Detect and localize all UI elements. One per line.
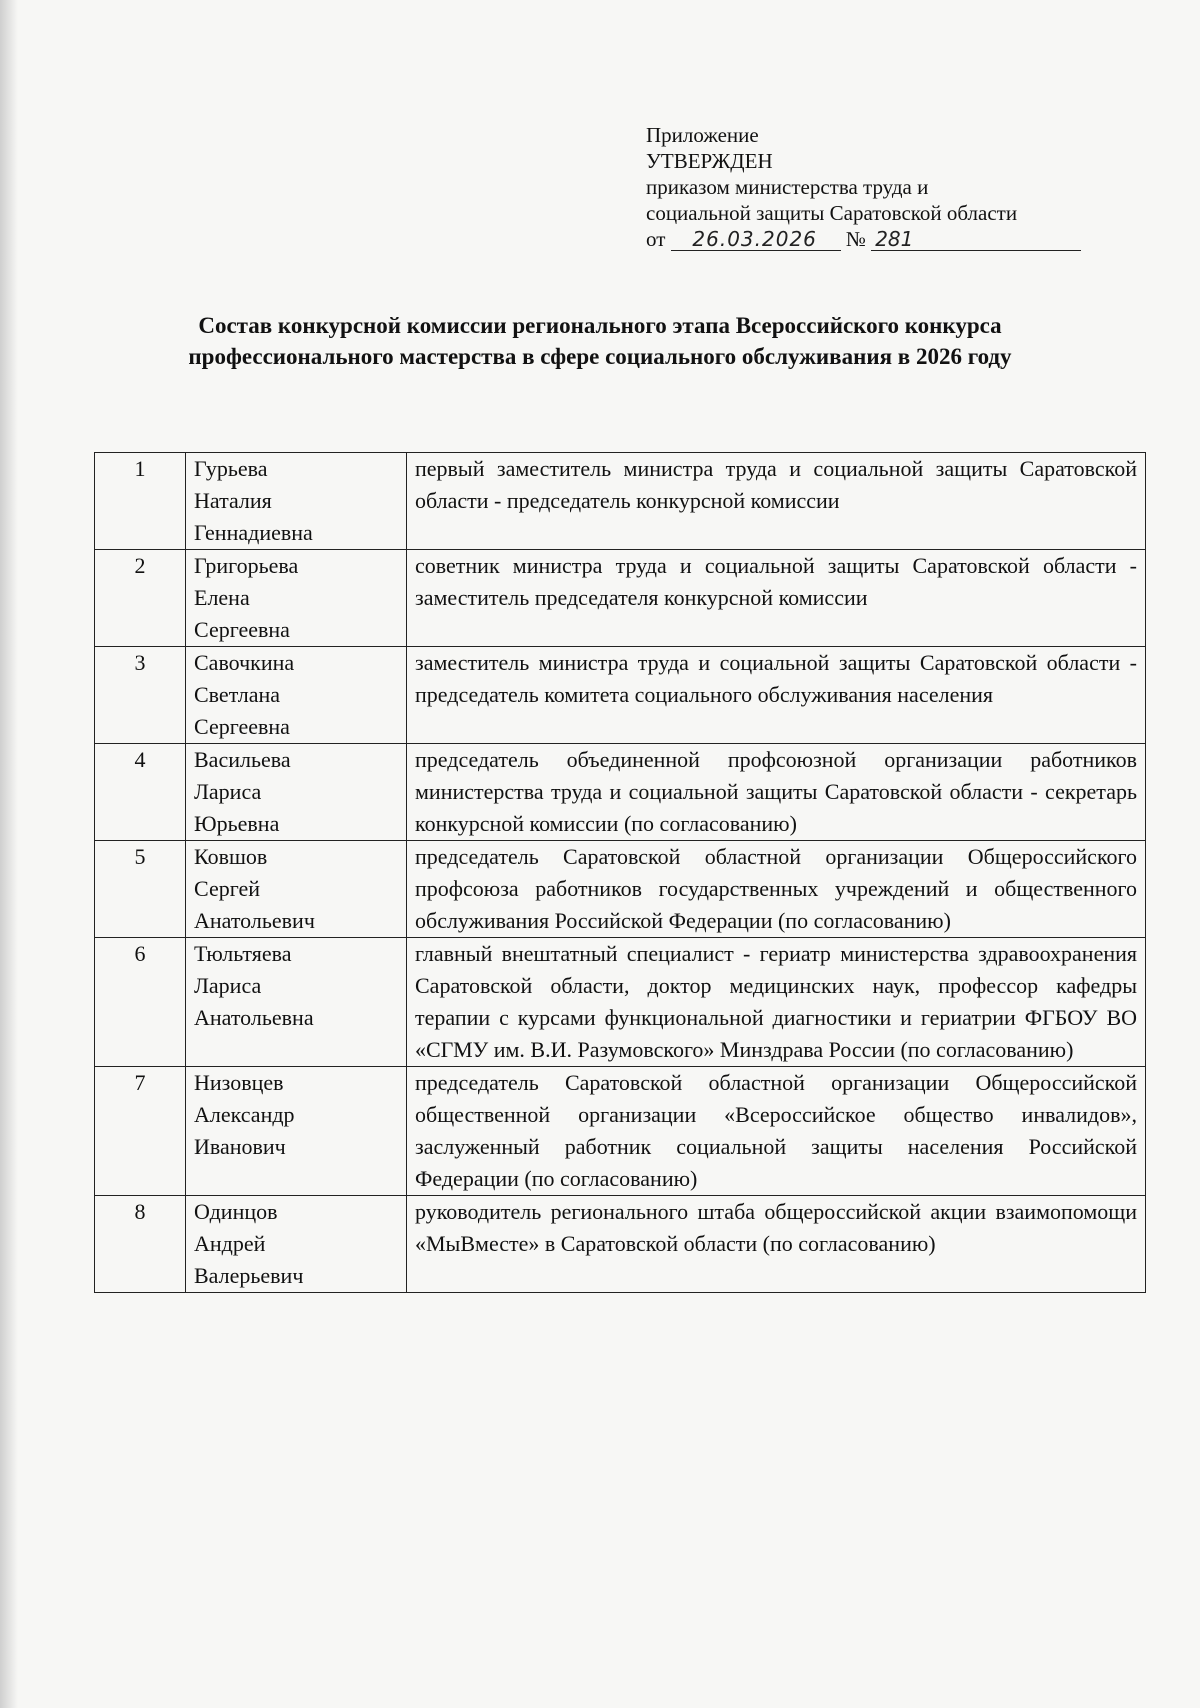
member-number: 4	[95, 744, 186, 841]
member-role: главный внештатный специалист - гериатр министерства здравоохранения Саратовской области, доктор медицинских наук, профессор кафедры терапии с курсами функциональной диагностики и гериатрии ФГБОУ ВО «СГМУ им. В.И. Разумовского» Минздрава России (по согласованию)	[407, 938, 1146, 1067]
approval-date-number-line	[646, 226, 1081, 252]
member-patronymic: Анатольевна	[194, 1005, 314, 1030]
table-row	[95, 550, 1146, 647]
member-role: председатель Саратовской областной организации Общероссийской общественной организации «Всероссийское общество инвалидов», заслуженный работник социальной защиты населения Российской Федерации (по согласованию)	[407, 1067, 1146, 1196]
table-row	[95, 744, 1146, 841]
member-name	[186, 938, 407, 1067]
member-patronymic: Валерьевич	[194, 1263, 304, 1288]
number-prefix: №	[845, 227, 866, 251]
approval-block	[646, 122, 1081, 252]
table-row	[95, 647, 1146, 744]
member-number: 2	[95, 550, 186, 647]
member-name	[186, 1196, 407, 1293]
member-surname: Гурьева	[194, 456, 268, 481]
member-first: Елена	[194, 585, 250, 610]
member-name	[186, 744, 407, 841]
member-first: Лариса	[194, 973, 262, 998]
member-patronymic: Иванович	[194, 1134, 286, 1159]
approval-appendix-label: Приложение	[646, 123, 759, 147]
member-first: Андрей	[194, 1231, 266, 1256]
approval-approved-label: УТВЕРЖДЕН	[646, 149, 773, 173]
member-name	[186, 647, 407, 744]
table-row	[95, 1067, 1146, 1196]
member-surname: Савочкина	[194, 650, 295, 675]
member-first: Сергей	[194, 876, 260, 901]
table-row	[95, 453, 1146, 550]
approval-ministry-line: социальной защиты Саратовской области	[646, 201, 1018, 225]
member-number: 1	[95, 453, 186, 550]
member-surname: Одинцов	[194, 1199, 278, 1224]
member-patronymic: Сергеевна	[194, 617, 290, 642]
member-surname: Низовцев	[194, 1070, 284, 1095]
member-role: председатель объединенной профсоюзной организации работников министерства труда и социальной защиты Саратовской области - секретарь конкурсной комиссии (по согласованию)	[407, 744, 1146, 841]
member-number: 8	[95, 1196, 186, 1293]
commission-members-table	[94, 452, 1146, 1293]
member-number: 7	[95, 1067, 186, 1196]
member-name	[186, 841, 407, 938]
member-role: заместитель министра труда и социальной защиты Саратовской области - председатель комитета социального обслуживания населения	[407, 647, 1146, 744]
member-name	[186, 550, 407, 647]
member-first: Наталия	[194, 488, 272, 513]
handwritten-date: 26.03.2026	[671, 228, 841, 251]
table-row	[95, 1196, 1146, 1293]
member-role: руководитель регионального штаба общероссийской акции взаимопомощи «МыВместе» в Саратовской области (по согласованию)	[407, 1196, 1146, 1293]
member-patronymic: Анатольевич	[194, 908, 315, 933]
member-surname: Тюльтяева	[194, 941, 292, 966]
handwritten-number: 281	[871, 228, 1081, 251]
member-surname: Васильева	[194, 747, 291, 772]
member-role: председатель Саратовской областной организации Общероссийского профсоюза работников государственных учреждений и общественного обслуживания Российской Федерации (по согласованию)	[407, 841, 1146, 938]
member-surname: Ковшов	[194, 844, 268, 869]
member-name	[186, 453, 407, 550]
member-number: 5	[95, 841, 186, 938]
member-role: первый заместитель министра труда и социальной защиты Саратовской области - председатель конкурсной комиссии	[407, 453, 1146, 550]
member-patronymic: Юрьевна	[194, 811, 280, 836]
member-patronymic: Геннадиевна	[194, 520, 313, 545]
member-patronymic: Сергеевна	[194, 714, 290, 739]
document-title: Состав конкурсной комиссии регионального этапа Всероссийского конкурса профессионального мастерства в сфере социального обслуживания в 2026 году	[188, 313, 1012, 369]
member-number: 6	[95, 938, 186, 1067]
member-number: 3	[95, 647, 186, 744]
member-first: Лариса	[194, 779, 262, 804]
table-row	[95, 841, 1146, 938]
member-role: советник министра труда и социальной защиты Саратовской области - заместитель председателя конкурсной комиссии	[407, 550, 1146, 647]
scan-edge-shadow	[0, 0, 18, 1708]
approval-order-line: приказом министерства труда и	[646, 175, 929, 199]
member-first: Светлана	[194, 682, 281, 707]
member-surname: Григорьева	[194, 553, 299, 578]
date-prefix: от	[646, 227, 666, 251]
table-row	[95, 938, 1146, 1067]
member-name	[186, 1067, 407, 1196]
member-first: Александр	[194, 1102, 295, 1127]
